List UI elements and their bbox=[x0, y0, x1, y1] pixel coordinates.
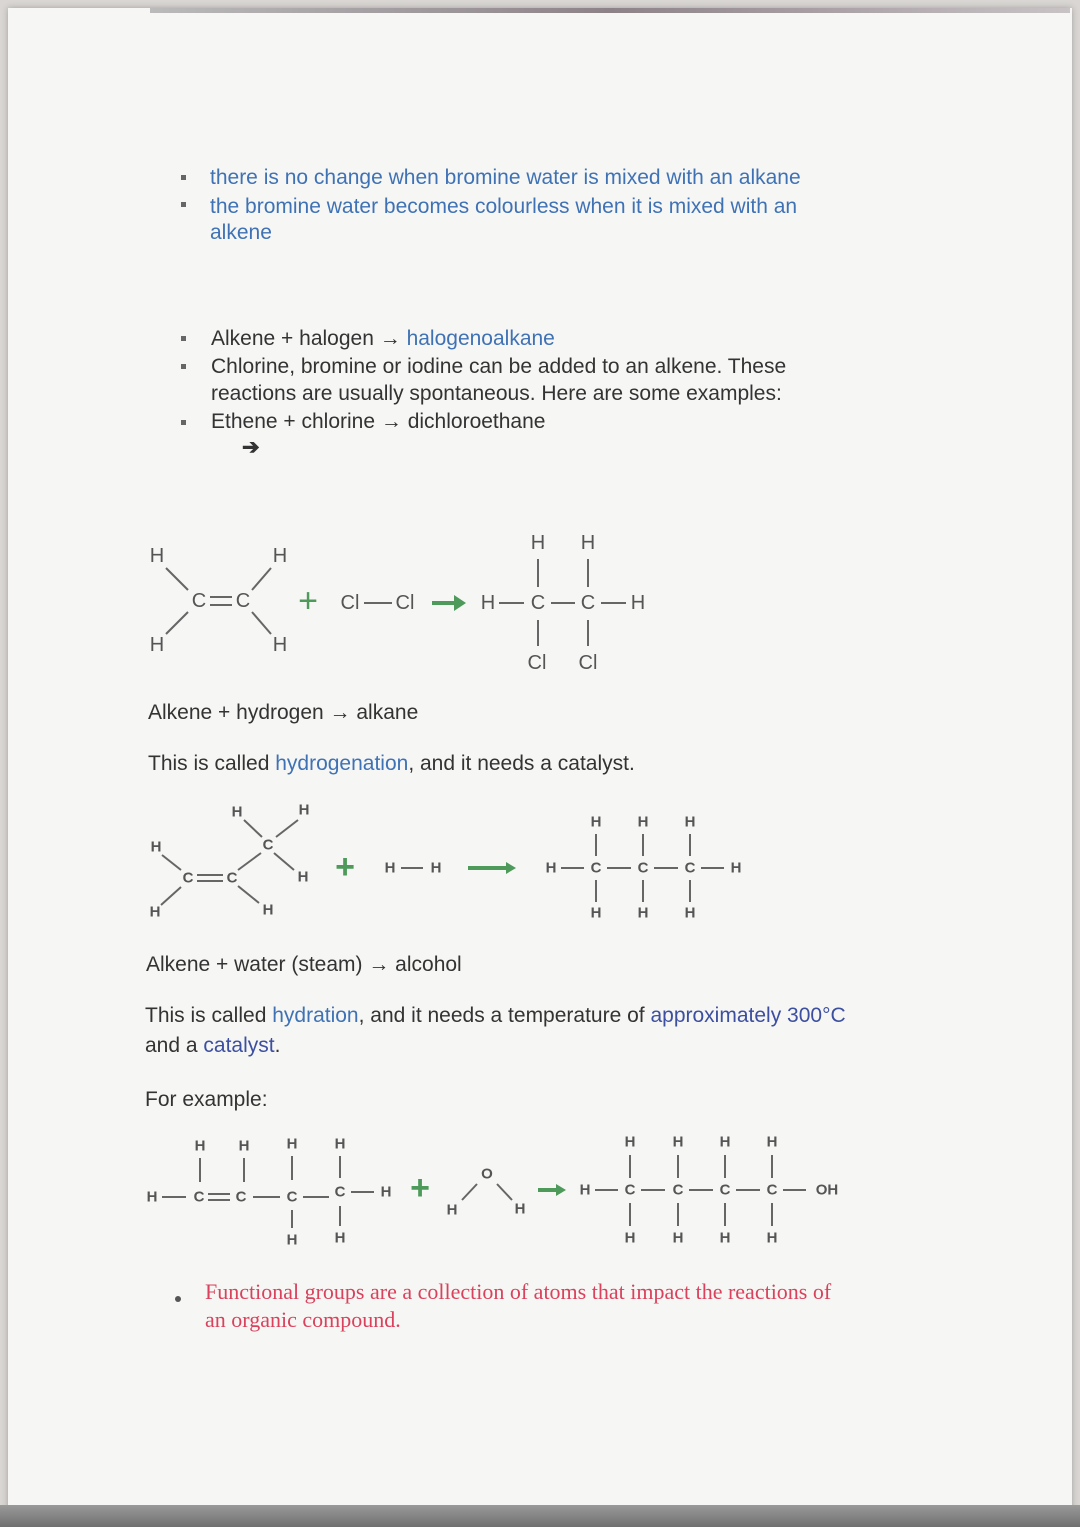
atom-h: H bbox=[446, 1201, 458, 1219]
atom-c: C bbox=[719, 1181, 731, 1199]
atom-h: H bbox=[150, 838, 162, 856]
atom-cl: Cl bbox=[527, 652, 547, 674]
text: . bbox=[274, 1034, 281, 1057]
arrow-icon: ➔ bbox=[242, 436, 260, 459]
atom-h: H bbox=[624, 1229, 636, 1247]
atom-h: H bbox=[684, 813, 696, 831]
bond bbox=[462, 1184, 477, 1200]
text: , and it needs a temperature of bbox=[358, 1004, 651, 1027]
atom-h: H bbox=[730, 859, 742, 877]
product-term: halogenoalkane bbox=[406, 327, 555, 350]
atom-o: O bbox=[481, 1165, 493, 1183]
atom-h: H bbox=[630, 592, 646, 614]
term-catalyst: catalyst bbox=[203, 1034, 275, 1057]
bullet-text: Chlorine, bromine or iodine can be added to an alkene. These bbox=[211, 355, 787, 378]
atom-h: H bbox=[530, 532, 546, 554]
hydrogenation-diagram bbox=[150, 802, 742, 922]
atom-h: H bbox=[262, 901, 274, 919]
bond bbox=[244, 820, 262, 837]
text: and a bbox=[145, 1034, 204, 1057]
bond bbox=[238, 886, 259, 903]
functional-groups-note-continued: an organic compound. bbox=[205, 1307, 401, 1332]
atom-h: H bbox=[149, 545, 165, 567]
arrow-head-icon bbox=[506, 862, 516, 874]
atom-h: H bbox=[684, 904, 696, 922]
bullet-text: there is no change when bromine water is mixed with an alkane bbox=[210, 166, 801, 189]
condition-temperature: approximately 300°C bbox=[650, 1004, 846, 1027]
atom-c: C bbox=[191, 590, 207, 612]
atom-h: H bbox=[286, 1135, 298, 1153]
bond bbox=[252, 568, 271, 590]
atom-c: C bbox=[182, 869, 194, 887]
atom-c: C bbox=[334, 1183, 346, 1201]
atom-h: H bbox=[766, 1133, 778, 1151]
atom-h: H bbox=[146, 1188, 158, 1206]
atom-h: H bbox=[514, 1200, 526, 1218]
atom-c: C bbox=[226, 869, 238, 887]
bond bbox=[161, 887, 181, 905]
atom-h: H bbox=[766, 1229, 778, 1247]
plus-icon: + bbox=[410, 1169, 430, 1207]
atom-h: H bbox=[719, 1133, 731, 1151]
atom-h: H bbox=[672, 1133, 684, 1151]
atom-h: H bbox=[334, 1135, 346, 1153]
equation-text: Alkene + halogen → bbox=[211, 327, 407, 350]
bullet-text: Ethene + chlorine → dichloroethane bbox=[211, 410, 546, 433]
atom-h: H bbox=[637, 813, 649, 831]
bond bbox=[166, 612, 188, 634]
bond bbox=[162, 855, 181, 870]
atom-cl: Cl bbox=[395, 592, 415, 614]
atom-c: C bbox=[235, 590, 251, 612]
atom-h: H bbox=[590, 904, 602, 922]
atom-h: H bbox=[149, 903, 161, 921]
atom-h: H bbox=[624, 1133, 636, 1151]
atom-h: H bbox=[149, 634, 165, 656]
atom-h: H bbox=[580, 532, 596, 554]
atom-c: C bbox=[637, 859, 649, 877]
atom-h: H bbox=[238, 1137, 250, 1155]
atom-h: H bbox=[719, 1229, 731, 1247]
hydrogenation-heading: Alkene + hydrogen → alkane bbox=[148, 701, 419, 724]
atom-h: H bbox=[384, 859, 396, 877]
atom-h: H bbox=[298, 801, 310, 819]
atom-h: H bbox=[194, 1137, 206, 1155]
atom-h: H bbox=[590, 813, 602, 831]
atom-h: H bbox=[272, 545, 288, 567]
for-example-label: For example: bbox=[145, 1088, 268, 1111]
hydration-diagram bbox=[147, 1134, 839, 1249]
atom-h: H bbox=[286, 1231, 298, 1249]
hydroxyl-group: OH bbox=[815, 1181, 839, 1199]
atom-c: C bbox=[286, 1188, 298, 1206]
atom-c: C bbox=[262, 836, 274, 854]
atom-c: C bbox=[766, 1181, 778, 1199]
atom-h: H bbox=[272, 634, 288, 656]
atom-c: C bbox=[580, 592, 596, 614]
atom-h: H bbox=[672, 1229, 684, 1247]
atom-h: H bbox=[380, 1183, 392, 1201]
atom-h: H bbox=[579, 1181, 591, 1199]
bond bbox=[497, 1184, 512, 1200]
functional-groups-note: Functional groups are a collection of atoms that impact the reactions of bbox=[205, 1279, 832, 1304]
atom-h: H bbox=[430, 859, 442, 877]
arrow-head-icon bbox=[454, 595, 466, 611]
plus-icon: + bbox=[298, 582, 318, 620]
atom-c: C bbox=[530, 592, 546, 614]
atom-c: C bbox=[193, 1188, 205, 1206]
atom-cl: Cl bbox=[578, 652, 598, 674]
ethene-chlorine-diagram bbox=[150, 532, 645, 674]
hydration-heading: Alkene + water (steam) → alcohol bbox=[146, 953, 462, 976]
atom-cl: Cl bbox=[340, 592, 360, 614]
text: This is called bbox=[145, 1004, 273, 1027]
atom-c: C bbox=[624, 1181, 636, 1199]
atom-h: H bbox=[480, 592, 496, 614]
atom-h: H bbox=[545, 859, 557, 877]
atom-h: H bbox=[297, 868, 309, 886]
term-hydration: hydration bbox=[272, 1004, 359, 1027]
bond bbox=[252, 612, 271, 634]
atom-c: C bbox=[684, 859, 696, 877]
atom-h: H bbox=[231, 803, 243, 821]
atom-c: C bbox=[235, 1188, 247, 1206]
bond bbox=[238, 853, 261, 870]
bond bbox=[166, 568, 188, 590]
text: This is called bbox=[148, 752, 276, 775]
arrow-head-icon bbox=[556, 1184, 566, 1196]
atom-h: H bbox=[637, 904, 649, 922]
bullet-text: the bromine water becomes colourless when it is mixed with an bbox=[210, 195, 798, 218]
atom-c: C bbox=[590, 859, 602, 877]
term-hydrogenation: hydrogenation bbox=[275, 752, 409, 775]
bond bbox=[276, 820, 298, 837]
bullet-text-continued: alkene bbox=[210, 221, 272, 244]
atom-h: H bbox=[334, 1229, 346, 1247]
bullet-text-continued: reactions are usually spontaneous. Here are some examples: bbox=[211, 382, 782, 405]
text: , and it needs a catalyst. bbox=[408, 752, 635, 775]
atom-c: C bbox=[672, 1181, 684, 1199]
bond bbox=[274, 853, 294, 870]
plus-icon: + bbox=[335, 848, 355, 886]
